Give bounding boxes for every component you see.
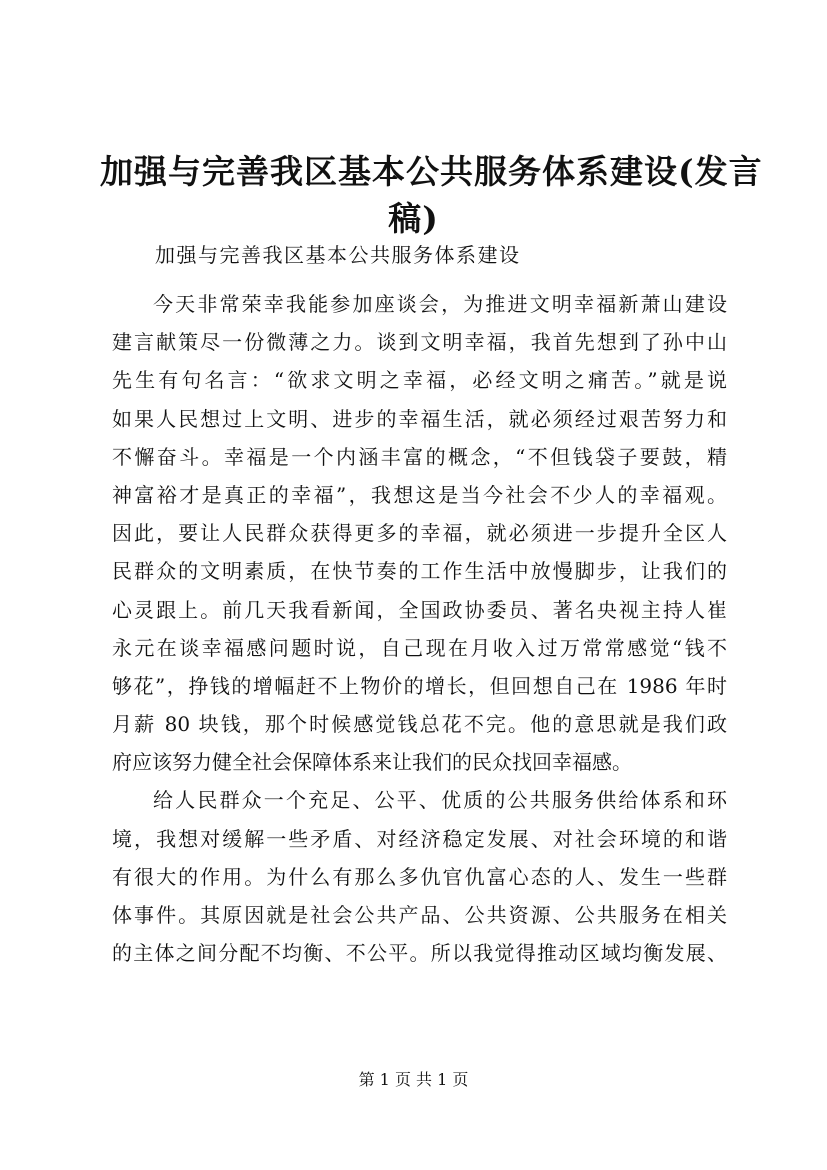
body-text <box>112 285 727 972</box>
document-title <box>100 148 763 242</box>
document-subtitle: 加强与完善我区基本公共服务体系建设 <box>155 243 521 267</box>
paragraph-line: 如果人民想过上文明、进步的幸福生活，就必须经过艰苦努力和 <box>112 406 727 431</box>
paragraph-line: 神富裕才是真正的幸福”，我想这是当今社会不少人的幸福观。 <box>112 482 727 507</box>
paragraph-line: 永元在谈幸福感问题时说，自己现在月收入过万常常感觉“钱不 <box>112 635 727 660</box>
paragraph-line: 有很大的作用。为什么有那么多仇官仇富心态的人、发生一些群 <box>112 864 727 889</box>
paragraph-2 <box>112 781 727 972</box>
paragraph-line: 今天非常荣幸我能参加座谈会，为推进文明幸福新萧山建设 <box>153 292 727 316</box>
page-footer: 第 1 页 共 1 页 <box>358 1070 469 1089</box>
paragraph-line: 先生有句名言：“欲求文明之幸福，必经文明之痛苦。”就是说 <box>112 368 727 393</box>
paragraph-line: 民群众的文明素质，在快节奏的工作生活中放慢脚步，让我们的 <box>112 559 727 584</box>
paragraph-1 <box>112 285 727 781</box>
paragraph-line: 不懈奋斗。幸福是一个内涵丰富的概念，“不但钱袋子要鼓，精 <box>112 444 727 469</box>
paragraph-line: 府应该努力健全社会保障体系来让我们的民众找回幸福感。 <box>112 750 632 775</box>
paragraph-line: 心灵跟上。前几天我看新闻，全国政协委员、著名央视主持人崔 <box>112 597 727 622</box>
paragraph-line: 体事件。其原因就是社会公共产品、公共资源、公共服务在相关 <box>112 903 727 927</box>
paragraph-line: 因此，要让人民群众获得更多的幸福，就必须进一步提升全区人 <box>112 521 727 546</box>
title-line-2: 稿) <box>388 199 439 238</box>
paragraph-line: 月薪 80 块钱，那个时候感觉钱总花不完。他的意思就是我们政 <box>112 712 727 737</box>
title-line-1: 加强与完善我区基本公共服务体系建设(发言 <box>100 152 763 191</box>
paragraph-line: 的主体之间分配不均衡、不公平。所以我觉得推动区域均衡发展、 <box>112 941 727 966</box>
paragraph-line: 建言献策尽一份微薄之力。谈到文明幸福，我首先想到了孙中山 <box>112 330 727 355</box>
paragraph-line: 境，我想对缓解一些矛盾、对经济稳定发展、对社会环境的和谐 <box>112 826 727 851</box>
paragraph-line: 给人民群众一个充足、公平、优质的公共服务供给体系和环 <box>153 788 727 813</box>
paragraph-line: 够花”，挣钱的增幅赶不上物价的增长，但回想自己在 1986 年时 <box>112 673 727 698</box>
